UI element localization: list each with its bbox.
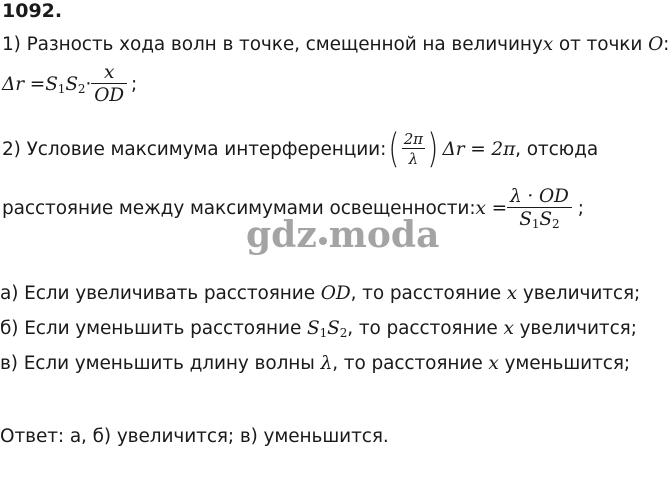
case-b-line <box>0 318 637 339</box>
item-2-tail: , отсюда <box>515 138 599 160</box>
paren-fraction <box>402 130 425 168</box>
item-2b-den: $S_1S_2$ <box>507 207 572 230</box>
case-a-mid: , то расстояние <box>350 283 507 304</box>
right-paren: ) <box>427 126 439 172</box>
case-b-s1s2: $S_1S_2$ <box>307 318 348 340</box>
case-a-line <box>0 283 640 304</box>
case-b-mid: , то расстояние <box>347 318 504 339</box>
case-c-mid: , то расстояние <box>332 353 489 374</box>
case-a-var: OD <box>320 283 351 304</box>
item-1-text: 1) Разность хода волн в точке, смещенной на величину <box>2 34 543 55</box>
item-2b-text: расстояние между максимумами освещенности: <box>2 197 476 219</box>
item-2-rhs: Δr = 2π <box>442 138 516 160</box>
item-2-line <box>2 124 598 174</box>
var-x: x <box>542 34 554 55</box>
watermark-dot-icon <box>319 237 327 245</box>
answer-line: Ответ: а, б) увеличится; в) уменьшится. <box>0 426 389 447</box>
case-c-var2: x <box>488 353 499 374</box>
item-2b-fraction <box>507 186 572 230</box>
formula-path-difference <box>2 62 137 106</box>
item-2b-lhs: x = <box>475 197 507 219</box>
formula-1-end: ; <box>131 73 138 95</box>
paren-den: λ <box>402 148 425 168</box>
case-c-text: в) Если уменьшить длину волны <box>0 353 321 374</box>
item-1-colon: : <box>663 34 669 55</box>
case-c-var: λ <box>320 353 333 374</box>
item-2-text: 2) Условие максимума интерференции: <box>2 138 387 160</box>
item-2b-num: λ · OD <box>509 186 569 207</box>
case-b-tail: увеличится; <box>513 318 637 339</box>
paren-num: 2π <box>403 130 423 148</box>
item-1-mid: от точки <box>553 34 649 55</box>
var-o: O <box>648 34 664 55</box>
case-c-tail: уменьшится; <box>498 353 630 374</box>
item-2b-end: ; <box>577 197 584 219</box>
case-a-tail: увеличится; <box>517 283 641 304</box>
watermark <box>246 214 439 256</box>
formula-1-fraction <box>91 62 127 106</box>
left-paren: ( <box>388 126 400 172</box>
case-b-text: б) Если уменьшить расстояние <box>0 318 308 339</box>
case-a-var2: x <box>506 283 518 304</box>
formula-1-lhs: Δr = <box>2 73 46 95</box>
case-a-text: а) Если увеличивать расстояние <box>0 283 321 304</box>
item-1-line <box>2 34 669 55</box>
formula-1-dot: · <box>85 73 92 95</box>
problem-number: 1092. <box>2 0 63 22</box>
formula-1-s1: $S_1$ <box>45 73 66 96</box>
case-c-line <box>0 353 630 374</box>
watermark-left: gdz <box>246 214 317 256</box>
case-b-var2: x <box>503 318 514 339</box>
watermark-right: moda <box>328 214 440 256</box>
formula-1-s2: $S_2$ <box>65 73 86 96</box>
formula-1-num: x <box>103 62 115 83</box>
formula-1-den: OD <box>91 83 127 106</box>
